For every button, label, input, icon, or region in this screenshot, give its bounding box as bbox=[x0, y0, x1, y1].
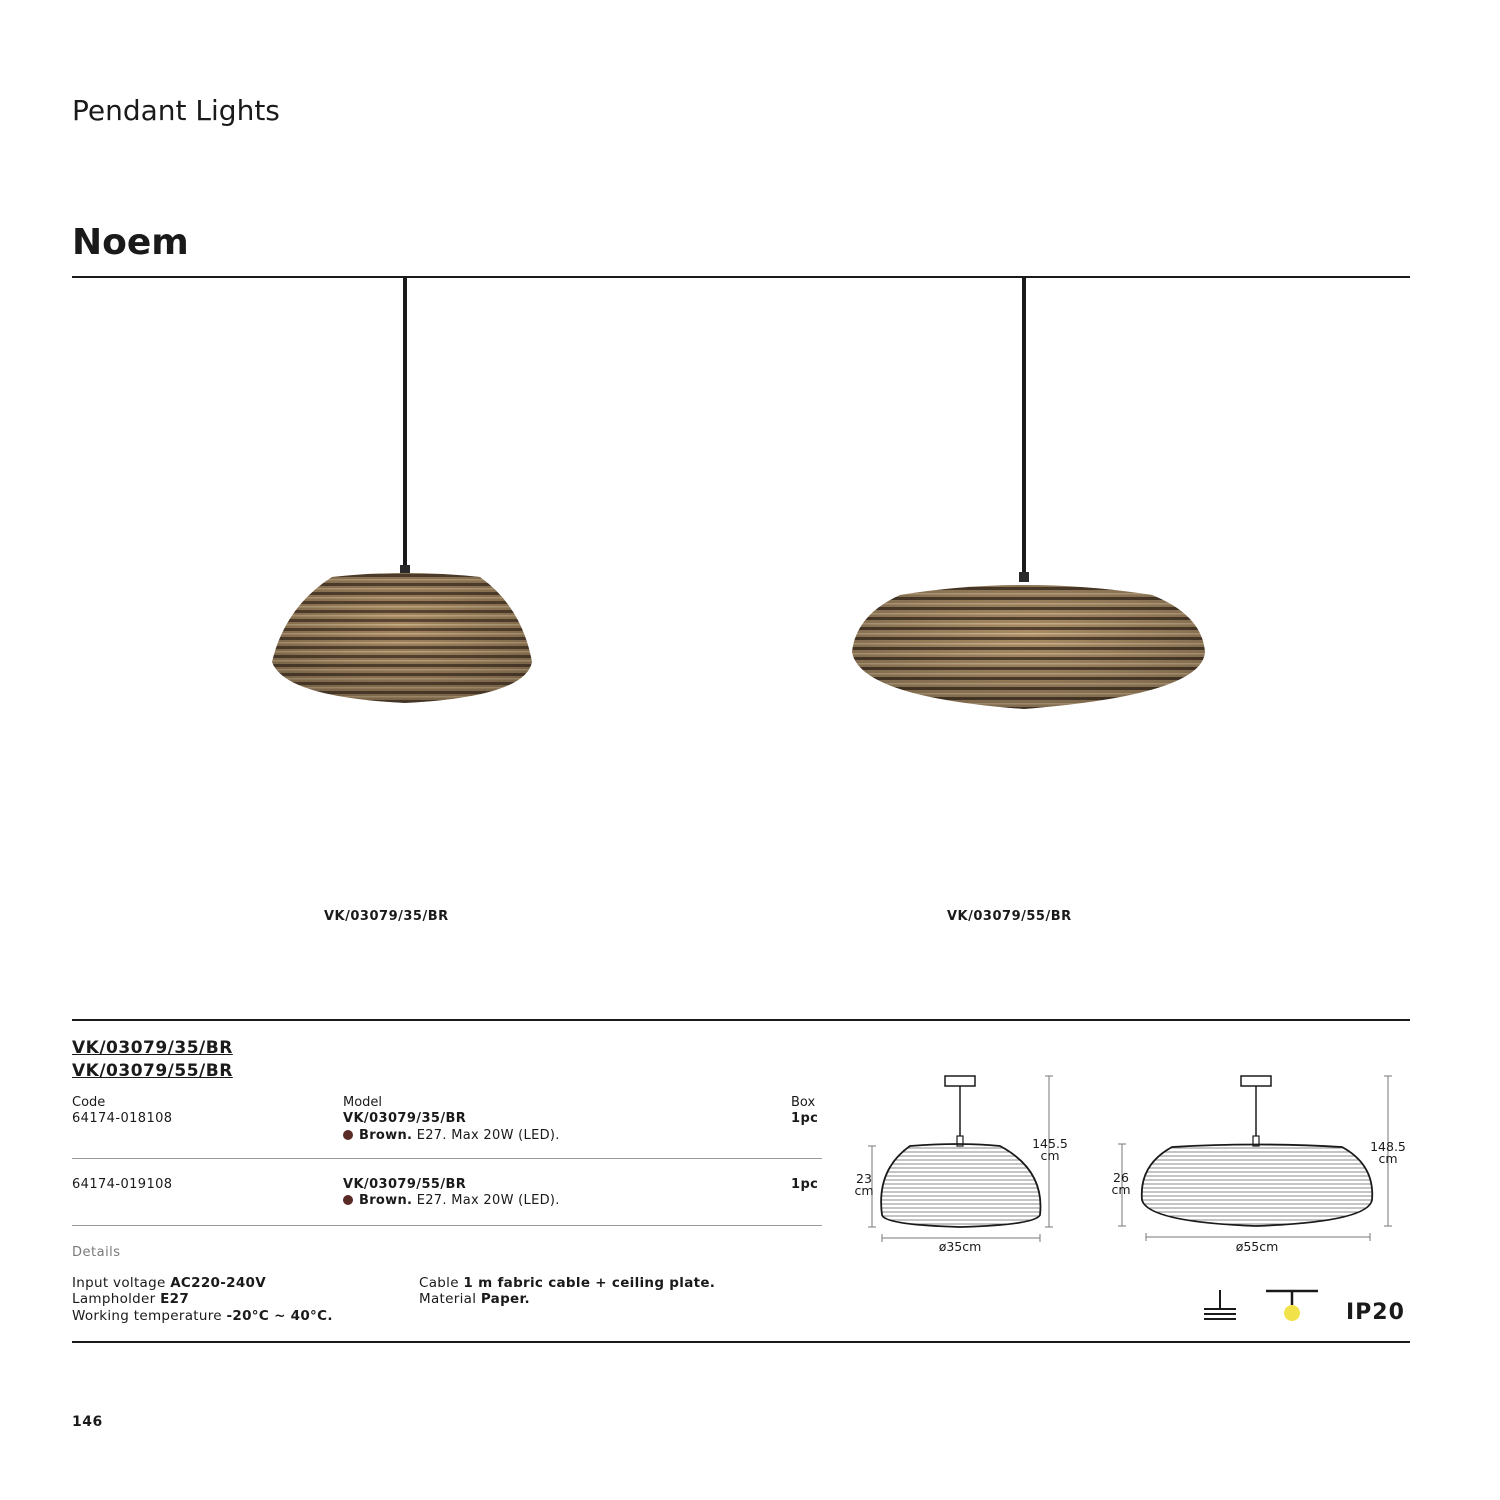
row-1-desc: E27. Max 20W (LED). bbox=[416, 1128, 560, 1143]
brown-finish-swatch bbox=[343, 1195, 353, 1205]
diagram-35-diameter: ø35cm bbox=[938, 1239, 982, 1254]
row-divider bbox=[72, 1225, 822, 1226]
row-1-box: 1pc bbox=[791, 1111, 819, 1126]
details-heading: Details bbox=[72, 1245, 121, 1260]
product-photo-35 bbox=[240, 277, 640, 737]
model-header: Model bbox=[343, 1095, 383, 1110]
diagram-55-total-height: 148.5 cm bbox=[1370, 1139, 1406, 1166]
dimension-diagram-35 bbox=[840, 1070, 1080, 1260]
diagram-55-diameter: ø55cm bbox=[1235, 1239, 1279, 1254]
earth-ground-icon bbox=[1200, 1288, 1240, 1324]
row-divider bbox=[72, 1158, 822, 1159]
code-header: Code bbox=[72, 1095, 106, 1110]
ip-rating: IP20 bbox=[1346, 1300, 1405, 1325]
footer-divider bbox=[72, 1341, 1410, 1343]
page-number: 146 bbox=[72, 1414, 103, 1430]
spec-lampholder: Lampholder E27 bbox=[72, 1291, 190, 1307]
row-2-code: 64174-019108 bbox=[72, 1177, 173, 1192]
model-link-35[interactable]: VK/03079/35/BR bbox=[72, 1038, 233, 1058]
photo-caption-55: VK/03079/55/BR bbox=[947, 909, 1072, 924]
brown-finish-swatch bbox=[343, 1130, 353, 1140]
row-1-code: 64174-018108 bbox=[72, 1111, 173, 1126]
diagram-55-shade-height: 26 cm bbox=[1111, 1170, 1131, 1197]
row-2-description bbox=[343, 1193, 560, 1208]
dimension-diagram-55 bbox=[1110, 1070, 1410, 1260]
spec-input-voltage: Input voltage AC220-240V bbox=[72, 1275, 266, 1291]
pendant-light-icon bbox=[1264, 1288, 1320, 1324]
row-1-description bbox=[343, 1128, 560, 1143]
product-title: Noem bbox=[72, 222, 189, 263]
spec-divider bbox=[72, 1019, 1410, 1021]
spec-temperature: Working temperature -20°C ~ 40°C. bbox=[72, 1308, 333, 1324]
row-2-model: VK/03079/55/BR bbox=[343, 1177, 467, 1192]
diagram-35-shade-height: 23 cm bbox=[854, 1171, 874, 1198]
product-photo-55 bbox=[830, 277, 1290, 737]
model-link-55[interactable]: VK/03079/55/BR bbox=[72, 1061, 233, 1081]
row-2-desc: E27. Max 20W (LED). bbox=[416, 1193, 560, 1208]
row-2-box: 1pc bbox=[791, 1177, 819, 1192]
spec-cable: Cable 1 m fabric cable + ceiling plate. bbox=[419, 1275, 716, 1291]
diagram-35-total-height: 145.5 cm bbox=[1032, 1136, 1068, 1163]
section-title: Pendant Lights bbox=[72, 94, 280, 127]
row-1-model: VK/03079/35/BR bbox=[343, 1111, 467, 1126]
spec-material: Material Paper. bbox=[419, 1291, 530, 1307]
row-1-finish: Brown. bbox=[359, 1128, 413, 1143]
box-header: Box bbox=[791, 1095, 816, 1110]
photo-caption-35: VK/03079/35/BR bbox=[324, 909, 449, 924]
row-2-finish: Brown. bbox=[359, 1193, 413, 1208]
